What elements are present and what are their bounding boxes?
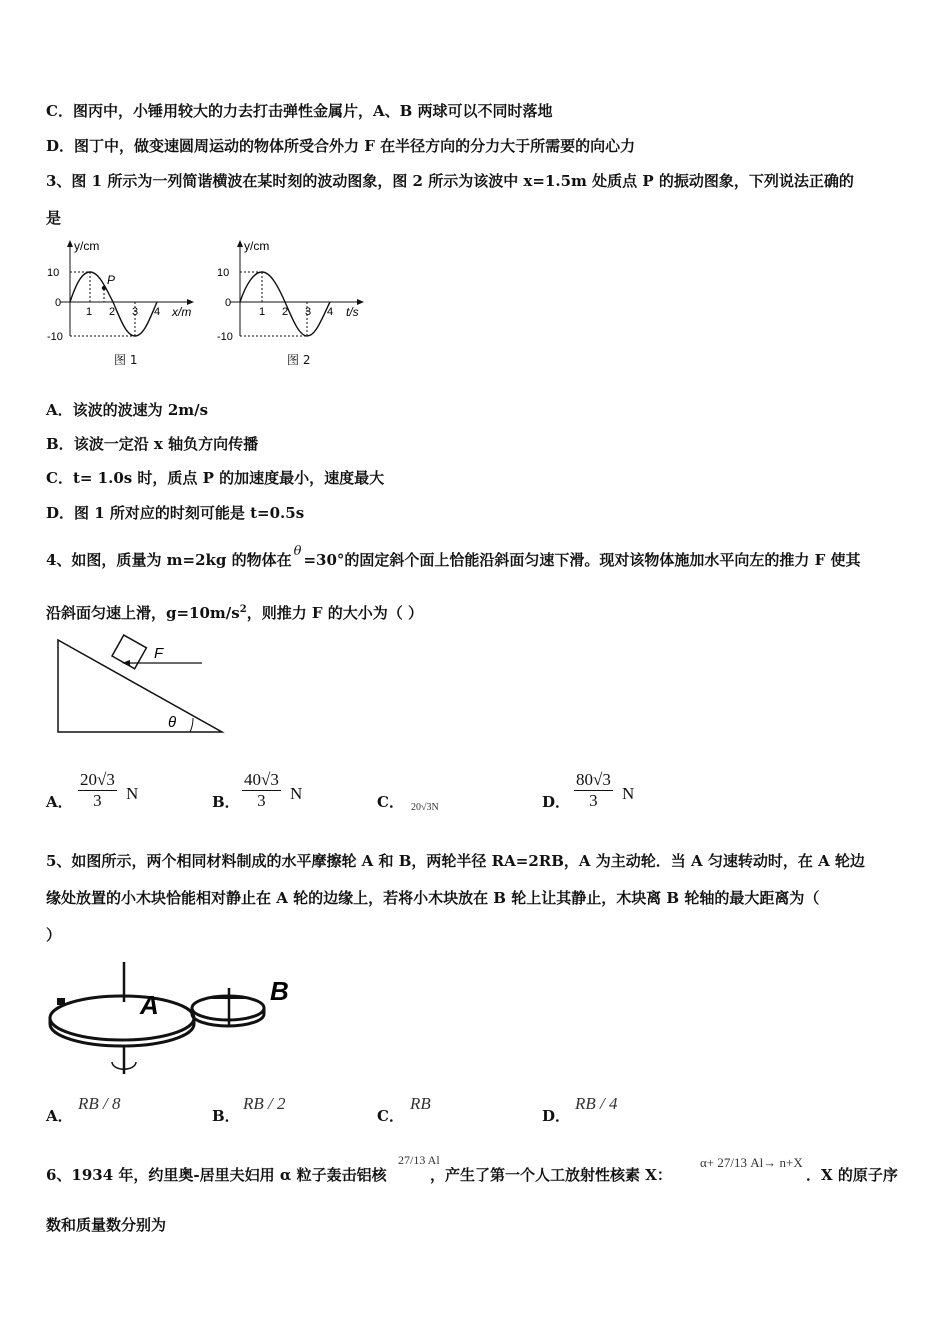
point-p-label: P [107,273,116,287]
svg-text:1: 1 [86,306,93,318]
fig1-ylabel: y/cm [74,239,100,253]
q3-option-d: D．图 1 所对应的时刻可能是 t=0.5s [46,504,305,522]
q2-option-c: C．图丙中，小锤用较大的力去打击弹性金属片，A、B 两球可以不同时落地 [46,102,553,120]
fig1-caption: 图 1 [114,353,138,367]
q5-option-c-label: C． [377,1107,404,1125]
angle-label: θ [168,714,177,731]
svg-text:2: 2 [109,306,116,318]
q5-wheels-figure [44,958,304,1078]
q4-incline-figure [50,634,240,738]
q3-figure-2 [210,236,375,346]
q5-stem-line1: 5、如图所示，两个相同材料制成的水平摩擦轮 A 和 B，两轮半径 RA=2RB，A 为主动轮．当 A 匀速转动时，在 A 轮边 [46,852,865,870]
small-block [57,998,65,1005]
point-p-marker [102,286,106,290]
q6-reaction: α+ 27/13 Al→ n+X [700,1155,803,1170]
q3-stem-line1: 3、图 1 所示为一列简谐横波在某时刻的波动图象，图 2 所示为该波中 x=1.5m 处质点 P 的振动图象，下列说法正确的 [46,172,854,190]
wheel-a [50,996,194,1040]
fig2-caption: 图 2 [287,353,311,367]
q5-option-a-value: RB / 8 [78,1094,121,1113]
svg-text:2: 2 [282,306,289,318]
svg-text:3: 3 [132,306,139,318]
q4-option-b-label: B． [212,793,240,811]
svg-text:3: 3 [305,306,312,318]
q3-option-c: C．t= 1.0s 时，质点 P 的加速度最小，速度最大 [46,469,385,487]
q2-option-c-text: C． [46,102,73,120]
fig1-xlabel: x/m [172,305,192,319]
q5-option-d-value: RB / 4 [575,1094,618,1113]
svg-text:10: 10 [47,267,60,279]
q2-option-d-text: 图丁中，做变速圆周运动的物体所受合外力 F 在半径方向的分力大于所需要的向心力 [74,137,636,155]
svg-text:-10: -10 [47,331,63,343]
svg-text:1: 1 [259,306,266,318]
q6-stem-line1: 6、1934 年，约里奥-居里夫妇用 α 粒子轰击铝核 [46,1166,387,1184]
q5-option-b-label: B． [212,1107,240,1125]
q4-option-d-label: D． [542,793,571,811]
svg-text:0: 0 [55,297,62,309]
q4-option-a-fraction: $\frac{20√3}{3}$ [80,770,115,810]
q3-option-a: A．该波的波速为 2m/s [46,401,209,419]
q6-stem-line2: 数和质量数分别为 [46,1216,167,1234]
wheel-b-label: B [270,976,289,1006]
wheel-a-label: A [140,990,159,1020]
q4-stem-line2: 沿斜面匀速上滑，$g=10m/s^2$，则推力 F 的大小为（ ） [46,604,424,622]
q4-option-d-fraction: $\frac{80√3}{3}$ [576,770,611,810]
q5-option-a-label: A． [46,1107,73,1125]
q3-stem-line2: 是 [46,209,62,227]
q5-option-c-value: RB [410,1094,431,1113]
svg-text:10: 10 [217,267,230,279]
q4-option-b-fraction: $\frac{40√3}{3}$ [244,770,279,810]
fig2-xlabel: t/s [346,305,359,319]
q3-option-b: B．该波一定沿 x 轴负方向传播 [46,435,259,453]
q4-option-c-value: 20√3N [411,802,439,813]
svg-text:4: 4 [327,306,334,318]
fig2-ylabel: y/cm [244,239,270,253]
q4-stem-line1: 4、如图，质量为 m=2kg 的物体在 θ =30°的固定斜个面上恰能沿斜面匀速下滑。现对该物体施加水平向左的推力 F 使其 [46,544,861,569]
q4-option-a-label: A． [46,793,73,811]
q4-option-c-label: C． [377,793,404,811]
q6-stem-line1b: ，产生了第一个人工放射性核素 X： [430,1166,672,1184]
q5-stem-line3: ） [46,926,62,944]
q3-figure-1 [40,236,205,346]
q5-option-b-value: RB / 2 [243,1094,286,1113]
theta-symbol: θ [293,544,302,559]
svg-text:-10: -10 [217,331,233,343]
q6-nuclide: 27/13 Al [398,1153,440,1167]
svg-text:0: 0 [225,297,232,309]
q5-stem-line2: 缘处放置的小木块恰能相对静止在 A 轮的边缘上，若将小木块放在 B 轮上让其静止，木块离 B 轮轴的最大距离为（ [46,889,820,907]
q5-option-d-label: D． [542,1107,571,1125]
force-label: F [154,645,164,662]
q2-option-d: D．图丁中，做变速圆周运动的物体所受合外力 F 在半径方向的分力大于所需要的向心力 [46,137,636,155]
q6-stem-line1c: ．X 的原子序 [806,1166,898,1184]
svg-text:4: 4 [154,306,161,318]
